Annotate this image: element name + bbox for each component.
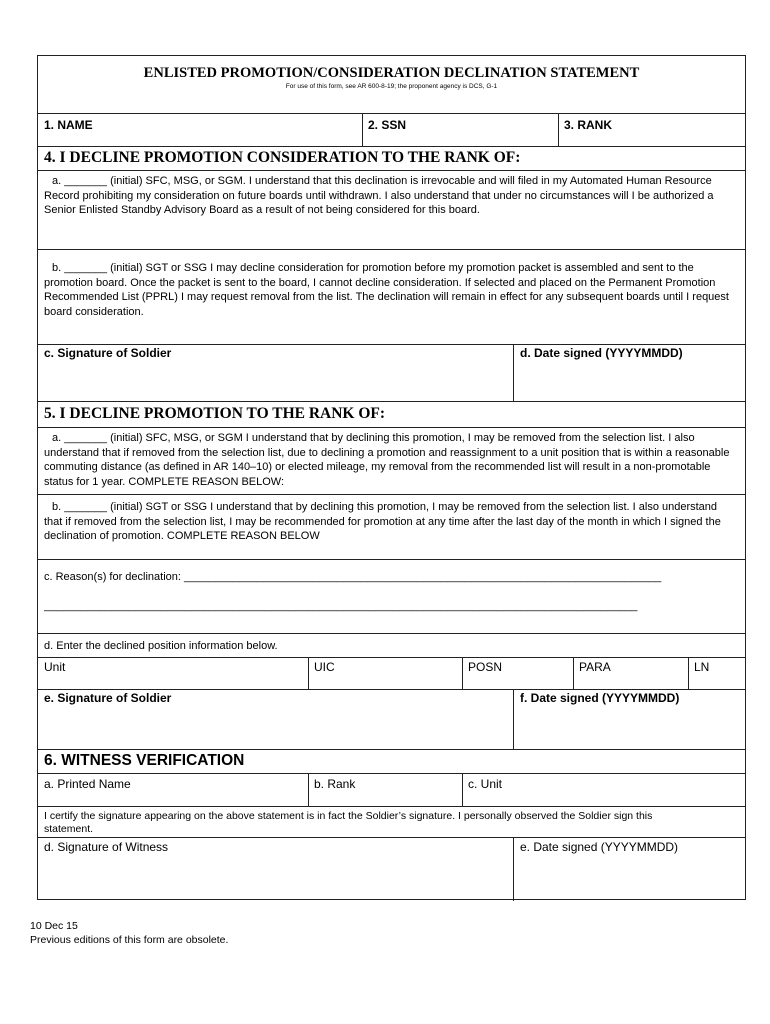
section4-item-a: a. _______ (initial) SFC, MSG, or SGM. I understand that this declination is irrevocable and will filed in my Automated Human Resource Record prohibiting my consideration on future boards until withdrawn. I also understand that under no circumstances will I be authorized a Senior Enlisted Standby Advisory Board as a result of not being considered for this board. xyxy=(44,175,714,217)
position-col-uic: UIC xyxy=(314,660,335,674)
reason-field[interactable]: c. Reason(s) for declination: ______________________________________________________________________________ xyxy=(44,571,662,583)
divider xyxy=(362,113,363,146)
position-col-posn: POSN xyxy=(468,660,503,674)
divider xyxy=(38,344,745,345)
footer-note: Previous editions of this form are obsolete. xyxy=(30,934,229,946)
divider xyxy=(38,837,745,838)
divider xyxy=(462,657,463,689)
divider xyxy=(38,689,745,690)
section5-item-a: a. _______ (initial) SFC, MSG, or SGM I understand that by declining this promotion, I may be removed from the selection list. I also understand that if removed from the selection list, due to declining a promotion and reassignment to a unit position that is within a reasonable commuting distance (as defined in AR 140–10) or elected mileage, my removal from the recommended list will result in a non-promotable status for 1 year. COMPLETE REASON BELOW: xyxy=(44,432,730,488)
section5-date-label: f. Date signed (YYYYMMDD) xyxy=(520,691,680,705)
divider xyxy=(38,113,745,114)
position-col-ln: LN xyxy=(694,660,710,674)
divider xyxy=(38,401,745,402)
divider xyxy=(38,633,745,634)
ssn-field-label: 2. SSN xyxy=(368,118,407,132)
divider xyxy=(558,113,559,146)
section4-date-label: d. Date signed (YYYYMMDD) xyxy=(520,346,683,360)
divider xyxy=(38,427,745,428)
witness-date-label: e. Date signed (YYYYMMDD) xyxy=(520,840,679,854)
divider xyxy=(38,749,745,750)
divider xyxy=(573,657,574,689)
section6-heading: 6. WITNESS VERIFICATION xyxy=(44,752,245,769)
divider xyxy=(38,170,745,171)
form-title: ENLISTED PROMOTION/CONSIDERATION DECLINATION STATEMENT xyxy=(143,65,640,81)
section4-item-b: b. _______ (initial) SGT or SSG I may decline consideration for promotion before my promotion packet is assembled and sent to the promotion board. Once the packet is sent to the board, I cannot decline consideration. If selected and placed on the Permanent Promotion Recommended List (PPRL) I may request removal from the list. The declination will remain in effect for any subsequent boards until I request board consideration. xyxy=(44,262,729,318)
position-info-label: d. Enter the declined position information below. xyxy=(44,640,278,652)
divider xyxy=(38,657,745,658)
section5-heading: 5. I DECLINE PROMOTION TO THE RANK OF: xyxy=(44,405,386,422)
divider xyxy=(513,344,514,401)
footer-date: 10 Dec 15 xyxy=(30,920,78,932)
divider xyxy=(38,773,745,774)
divider xyxy=(38,806,745,807)
rank-field-label: 3. RANK xyxy=(564,118,613,132)
position-col-para: PARA xyxy=(579,660,611,674)
witness-certification: I certify the signature appearing on the above statement is in fact the Soldier’s signature. I personally observed the Soldier sign this statement. xyxy=(44,810,653,835)
witness-unit-label: c. Unit xyxy=(468,777,503,791)
section4-signature-label: c. Signature of Soldier xyxy=(44,346,172,360)
position-col-unit: Unit xyxy=(44,660,66,674)
divider xyxy=(688,657,689,689)
witness-rank-label: b. Rank xyxy=(314,777,356,791)
declination-form xyxy=(37,55,746,900)
name-field-label: 1. NAME xyxy=(44,118,93,132)
divider xyxy=(38,249,745,250)
divider xyxy=(462,773,463,806)
form-subtitle: For use of this form, see AR 600-8-19; the proponent agency is DCS, G-1 xyxy=(285,83,498,90)
divider xyxy=(38,146,745,147)
divider xyxy=(513,689,514,749)
divider xyxy=(38,559,745,560)
witness-signature-label: d. Signature of Witness xyxy=(44,840,169,854)
witness-printed-name-label: a. Printed Name xyxy=(44,777,131,791)
divider xyxy=(308,657,309,689)
section5-item-b: b. _______ (initial) SGT or SSG I understand that by declining this promotion, I may be removed from the selection list. I also understand that if removed from the selection list, I may be recommended for promotion at any time after the last day of the month in which I signed the declination of promotion. COMPLETE REASON BELOW xyxy=(44,501,721,543)
section4-heading: 4. I DECLINE PROMOTION CONSIDERATION TO THE RANK OF: xyxy=(44,149,521,166)
divider xyxy=(513,837,514,901)
section5-signature-label: e. Signature of Soldier xyxy=(44,691,172,705)
divider xyxy=(38,494,745,495)
divider xyxy=(308,773,309,806)
reason-field-line2[interactable]: _________________________________________________________________________________________________ xyxy=(44,600,638,612)
